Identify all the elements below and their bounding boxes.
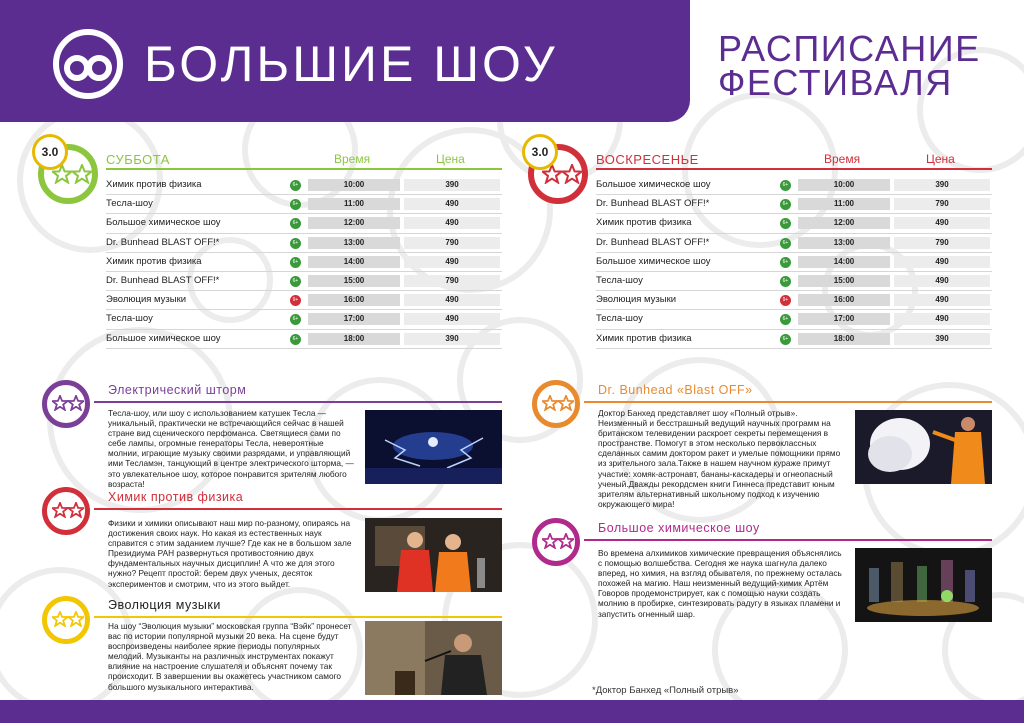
age-icon: 6+ (780, 199, 791, 210)
sunday-schedule (522, 134, 992, 354)
show-name: Dr. Bunhead BLAST OFF!* (106, 274, 220, 286)
schedule-row (596, 291, 992, 310)
show-time: 10:00 (308, 179, 400, 191)
schedule-row (596, 330, 992, 349)
age-icon: 6+ (290, 334, 301, 345)
age-icon: 6+ (290, 218, 301, 229)
stars-icon (542, 533, 574, 549)
show-time: 12:00 (308, 217, 400, 229)
schedule-rows (596, 176, 992, 349)
schedule-row (106, 330, 502, 349)
age-icon: 6+ (780, 334, 791, 345)
show-price: 390 (894, 333, 990, 345)
show-time: 18:00 (308, 333, 400, 345)
schedule-row (596, 176, 992, 195)
show-price: 490 (894, 217, 990, 229)
saturday-schedule (32, 134, 502, 354)
show-name: Тесла-шоу (596, 274, 643, 286)
chemist-stars-circle (42, 487, 90, 535)
show-time: 14:00 (308, 256, 400, 268)
schedule-row (106, 176, 502, 195)
age-icon: 6+ (290, 238, 301, 249)
schedule-row (106, 291, 502, 310)
show-desc-bunhead: Доктор Банхед представляет шоу «Полный отрыв». Неизменный и бесстрашный ведущий научных программ на британском телевидении раскроет секреты перемещения в пространстве. Помогут в этом несколько первоклассных сделанных самим доктором ракет и умелые помощники прямо из зрительного зала.Также в нашем научном кураже примут участие: хомяк-астронавт, бананы-каскадеры и огнеопасный ученый.Дважды рекордсмен книги Гиннеса представит юным зрителям альтернативный школьному подход к изучению окружающего мира! (598, 408, 841, 509)
show-time: 11:00 (308, 198, 400, 210)
schedule-row (106, 214, 502, 233)
show-name: Эволюция музыки (106, 294, 187, 306)
show-time: 14:00 (798, 256, 890, 268)
show-time: 12:00 (798, 217, 890, 229)
show-desc-bigchem: Во времена алхимиков химические превращения объяснялись с помощью волшебства. Сегодня же наука шагнула далеко вперед, но химия, на взгляд обывателя, по прежнему осталась похожей на магию. Наш неизменный ведущий-химик Артём Говоров продемонстрирует, как с помощью науки создать молнию в пробирке, синтезировать радугу в языках пламени и запустить огненный шар. (598, 548, 842, 619)
divider-line (94, 616, 502, 618)
show-price: 490 (404, 294, 500, 306)
bunhead-stars-circle (532, 380, 580, 428)
photo-chemist-vs-physicist (365, 518, 502, 592)
show-price: 790 (894, 237, 990, 249)
photo-chemistry-show (855, 548, 992, 622)
age-icon: 6+ (290, 180, 301, 191)
show-price: 490 (404, 198, 500, 210)
photo-tesla-show (365, 410, 502, 484)
show-title-bigchem: Большое химическое шоу (598, 521, 760, 535)
price-column-header: Цена (436, 152, 465, 166)
divider-line (94, 401, 502, 403)
show-time: 10:00 (798, 179, 890, 191)
show-name: Химик против физика (596, 217, 692, 229)
day-label: СУББОТА (106, 152, 170, 167)
show-title-chemist: Химик против физика (108, 490, 244, 504)
schedule-row (596, 195, 992, 214)
show-name: Большое химическое шоу (596, 179, 711, 190)
schedule-row (106, 253, 502, 272)
show-time: 17:00 (798, 313, 890, 325)
photo-music-evolution (365, 621, 502, 695)
show-time: 13:00 (308, 237, 400, 249)
age-icon: 6+ (780, 257, 791, 268)
show-name: Большое химическое шоу (596, 255, 711, 267)
schedule-rows (106, 176, 502, 349)
show-time: 11:00 (798, 198, 890, 210)
show-time: 18:00 (798, 333, 890, 345)
show-time: 17:00 (308, 313, 400, 325)
age-icon: 6+ (780, 238, 791, 249)
schedule-row (596, 272, 992, 291)
show-price: 390 (404, 333, 500, 345)
show-name: Тесла-шоу (106, 198, 153, 210)
age-icon: 6+ (290, 314, 301, 325)
festival-heading: РАСПИСАНИЕ ФЕСТИВАЛЯ (718, 28, 981, 103)
show-name: Dr. Bunhead BLAST OFF!* (596, 198, 710, 210)
show-price: 390 (404, 179, 500, 191)
header-band (0, 0, 690, 122)
show-price: 490 (404, 256, 500, 268)
show-name: Большое химическое шоу (106, 332, 221, 344)
age-rating-badge: 3.0 (522, 134, 558, 170)
bigchem-stars-circle (532, 518, 580, 566)
show-price: 790 (894, 198, 990, 210)
divider-line (584, 401, 992, 403)
show-price: 790 (404, 275, 500, 287)
age-icon: 6+ (290, 199, 301, 210)
show-name: Большое химическое шоу (106, 217, 221, 229)
stars-icon (52, 395, 84, 411)
age-icon: 6+ (780, 218, 791, 229)
stars-icon (542, 395, 574, 411)
schedule-row (106, 310, 502, 329)
schedule-header (106, 152, 502, 170)
show-time: 15:00 (308, 275, 400, 287)
price-column-header: Цена (926, 152, 955, 166)
age-icon: 9+ (780, 295, 791, 306)
schedule-row (106, 272, 502, 291)
show-price: 490 (894, 275, 990, 287)
show-price: 490 (894, 294, 990, 306)
time-column-header: Время (334, 152, 371, 166)
footnote: *Доктор Банхед «Полный отрыв» (592, 685, 739, 696)
show-price: 390 (894, 179, 990, 191)
show-name: Эволюция музыки (596, 294, 677, 306)
page-title: БОЛЬШИЕ ШОУ (144, 36, 558, 92)
show-name: Химик против физика (106, 179, 202, 190)
age-icon: 6+ (780, 276, 791, 287)
age-rating-badge: 3.0 (32, 134, 68, 170)
show-title-bunhead: Dr. Bunhead «Blast OFF» (598, 383, 753, 397)
show-desc-storm: Тесла-шоу, или шоу с использованием катушек Тесла — уникальный, практически не встречающийся сейчас в нашей стране вид сценического перфоманса. Светящиеся сами по себе лампы, огромные генераторы Тесла, невероятные молнии, играющие музыку своими разрядами, и управляющий ими Тесламэн, танцующий в центре электрического шторма, — это увлекательное шоу, которое понравится зрителям любого возраста! (108, 408, 354, 489)
show-time: 16:00 (308, 294, 400, 306)
age-icon: 6+ (780, 180, 791, 191)
show-price: 490 (894, 313, 990, 325)
show-price: 790 (404, 237, 500, 249)
stars-icon (52, 502, 84, 518)
show-price: 490 (894, 256, 990, 268)
stars-icon (52, 611, 84, 627)
age-icon: 9+ (290, 295, 301, 306)
divider-line (94, 508, 502, 510)
logo-icon (52, 28, 124, 100)
schedule-row (596, 310, 992, 329)
schedule-row (106, 195, 502, 214)
divider-line (584, 539, 992, 541)
show-title-storm: Электрический шторм (108, 383, 247, 397)
schedule-row (596, 253, 992, 272)
show-desc-music: На шоу “Эволюция музыки” московская группа “Вэйк” пронесет вас по истории популярной музыки 20 века. На сцене будут воспроизведены наиболее яркие периоды популярных мелодий. Музыканты на различных инструментах покажут влияние на настроение слушателя и объяснят почему так происходит. В завершении вы окажетесь участником самого большого музыкального интерактива. (108, 621, 352, 692)
show-title-music: Эволюция музыки (108, 598, 221, 612)
schedule-row (596, 214, 992, 233)
schedule-header (596, 152, 992, 170)
schedule-row (106, 234, 502, 253)
schedule-row (596, 234, 992, 253)
age-icon: 6+ (290, 276, 301, 287)
footer-band (0, 700, 1024, 723)
age-icon: 6+ (290, 257, 301, 268)
show-price: 490 (404, 217, 500, 229)
show-time: 15:00 (798, 275, 890, 287)
show-name: Dr. Bunhead BLAST OFF!* (106, 236, 220, 248)
show-name: Тесла-шоу (596, 313, 643, 325)
show-name: Тесла-шоу (106, 313, 153, 325)
show-time: 13:00 (798, 237, 890, 249)
music-stars-circle (42, 596, 90, 644)
show-price: 490 (404, 313, 500, 325)
show-name: Химик против физика (106, 255, 202, 267)
storm-stars-circle (42, 380, 90, 428)
time-column-header: Время (824, 152, 861, 166)
show-time: 16:00 (798, 294, 890, 306)
day-label: ВОСКРЕСЕНЬЕ (596, 152, 699, 167)
photo-dr-bunhead (855, 410, 992, 484)
show-desc-chemist: Физики и химики описывают наш мир по-разному, опираясь на достижения своих наук. Но какая из естественных наук справится с этим заданием лучше? Где как не в большом зале Президиума РАН развернуться противостоянию двух фундаментальных научных дисциплин! А что же для этого нужно? Рецепт простой: берем двух ученых, десяток экспериментов и смотрим, что из этого выйдет. (108, 518, 352, 589)
show-name: Dr. Bunhead BLAST OFF!* (596, 236, 710, 248)
age-icon: 6+ (780, 314, 791, 325)
show-name: Химик против физика (596, 332, 692, 344)
